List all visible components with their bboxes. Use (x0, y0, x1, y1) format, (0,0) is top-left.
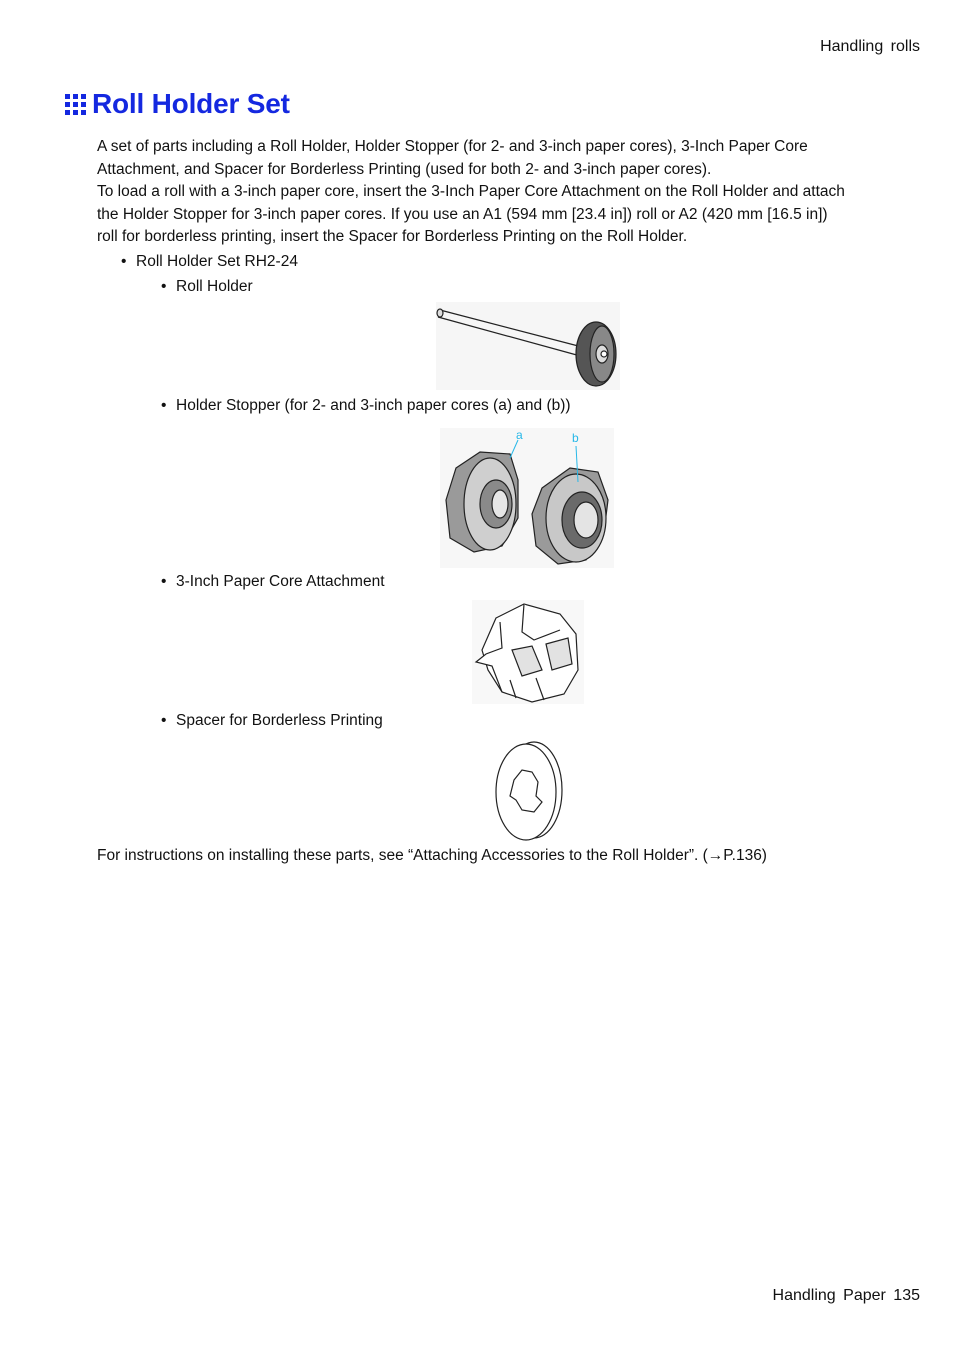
bullet-dot: • (161, 278, 167, 295)
bullet-dot: • (161, 573, 167, 590)
callout-a: a (516, 428, 523, 442)
intro-line: A set of parts including a Roll Holder, Holder Stopper (for 2- and 3-inch paper cores), 3-Inch Paper Core (97, 138, 808, 155)
part-label: Roll Holder (176, 278, 253, 295)
part-bullet (161, 278, 253, 296)
part-bullet (161, 397, 571, 415)
intro-paragraph (97, 136, 897, 249)
intro-line: the Holder Stopper for 3-inch paper cores. If you use an A1 (594 mm [23.4 in]) roll or A2 (420 mm [16.5 in]) (97, 205, 828, 223)
page-title: Roll Holder Set (92, 88, 290, 119)
intro-line: To load a roll with a 3-inch paper core, insert the 3-Inch Paper Core Attachment on the Roll Holder and attach (97, 183, 845, 201)
bullet-dot: • (161, 712, 167, 729)
section-title-row (64, 88, 290, 120)
part-bullet (161, 712, 383, 730)
running-header: Handling rolls (820, 38, 920, 55)
bullet-dot: • (121, 253, 127, 270)
bullet-dot: • (161, 397, 167, 414)
part-bullet (161, 573, 385, 591)
part-label: 3-Inch Paper Core Attachment (176, 573, 385, 590)
install-reference: For instructions on installing these parts, see “Attaching Accessories to the Roll Holder”. (→P.136) (97, 847, 767, 864)
grid-icon (64, 92, 88, 116)
core-attachment-illustration (472, 600, 584, 704)
intro-line: Attachment, and Spacer for Borderless Printing (used for both 2- and 3-inch paper cores). (97, 160, 712, 178)
footer-chapter: Handling Paper (772, 1287, 886, 1304)
part-label: Holder Stopper (for 2- and 3-inch paper cores (a) and (b)) (176, 397, 571, 414)
callout-b: b (572, 431, 579, 445)
intro-line: roll for borderless printing, insert the Spacer for Borderless Printing on the Roll Holder. (97, 228, 688, 246)
set-item-label: Roll Holder Set RH2-24 (136, 253, 298, 270)
set-bullet (121, 253, 298, 271)
spacer-illustration (488, 740, 566, 842)
part-label: Spacer for Borderless Printing (176, 712, 383, 729)
page-number: 135 (893, 1287, 920, 1304)
holder-stopper-illustration (440, 428, 614, 568)
roll-holder-illustration (436, 302, 620, 390)
page-footer (773, 1287, 920, 1305)
